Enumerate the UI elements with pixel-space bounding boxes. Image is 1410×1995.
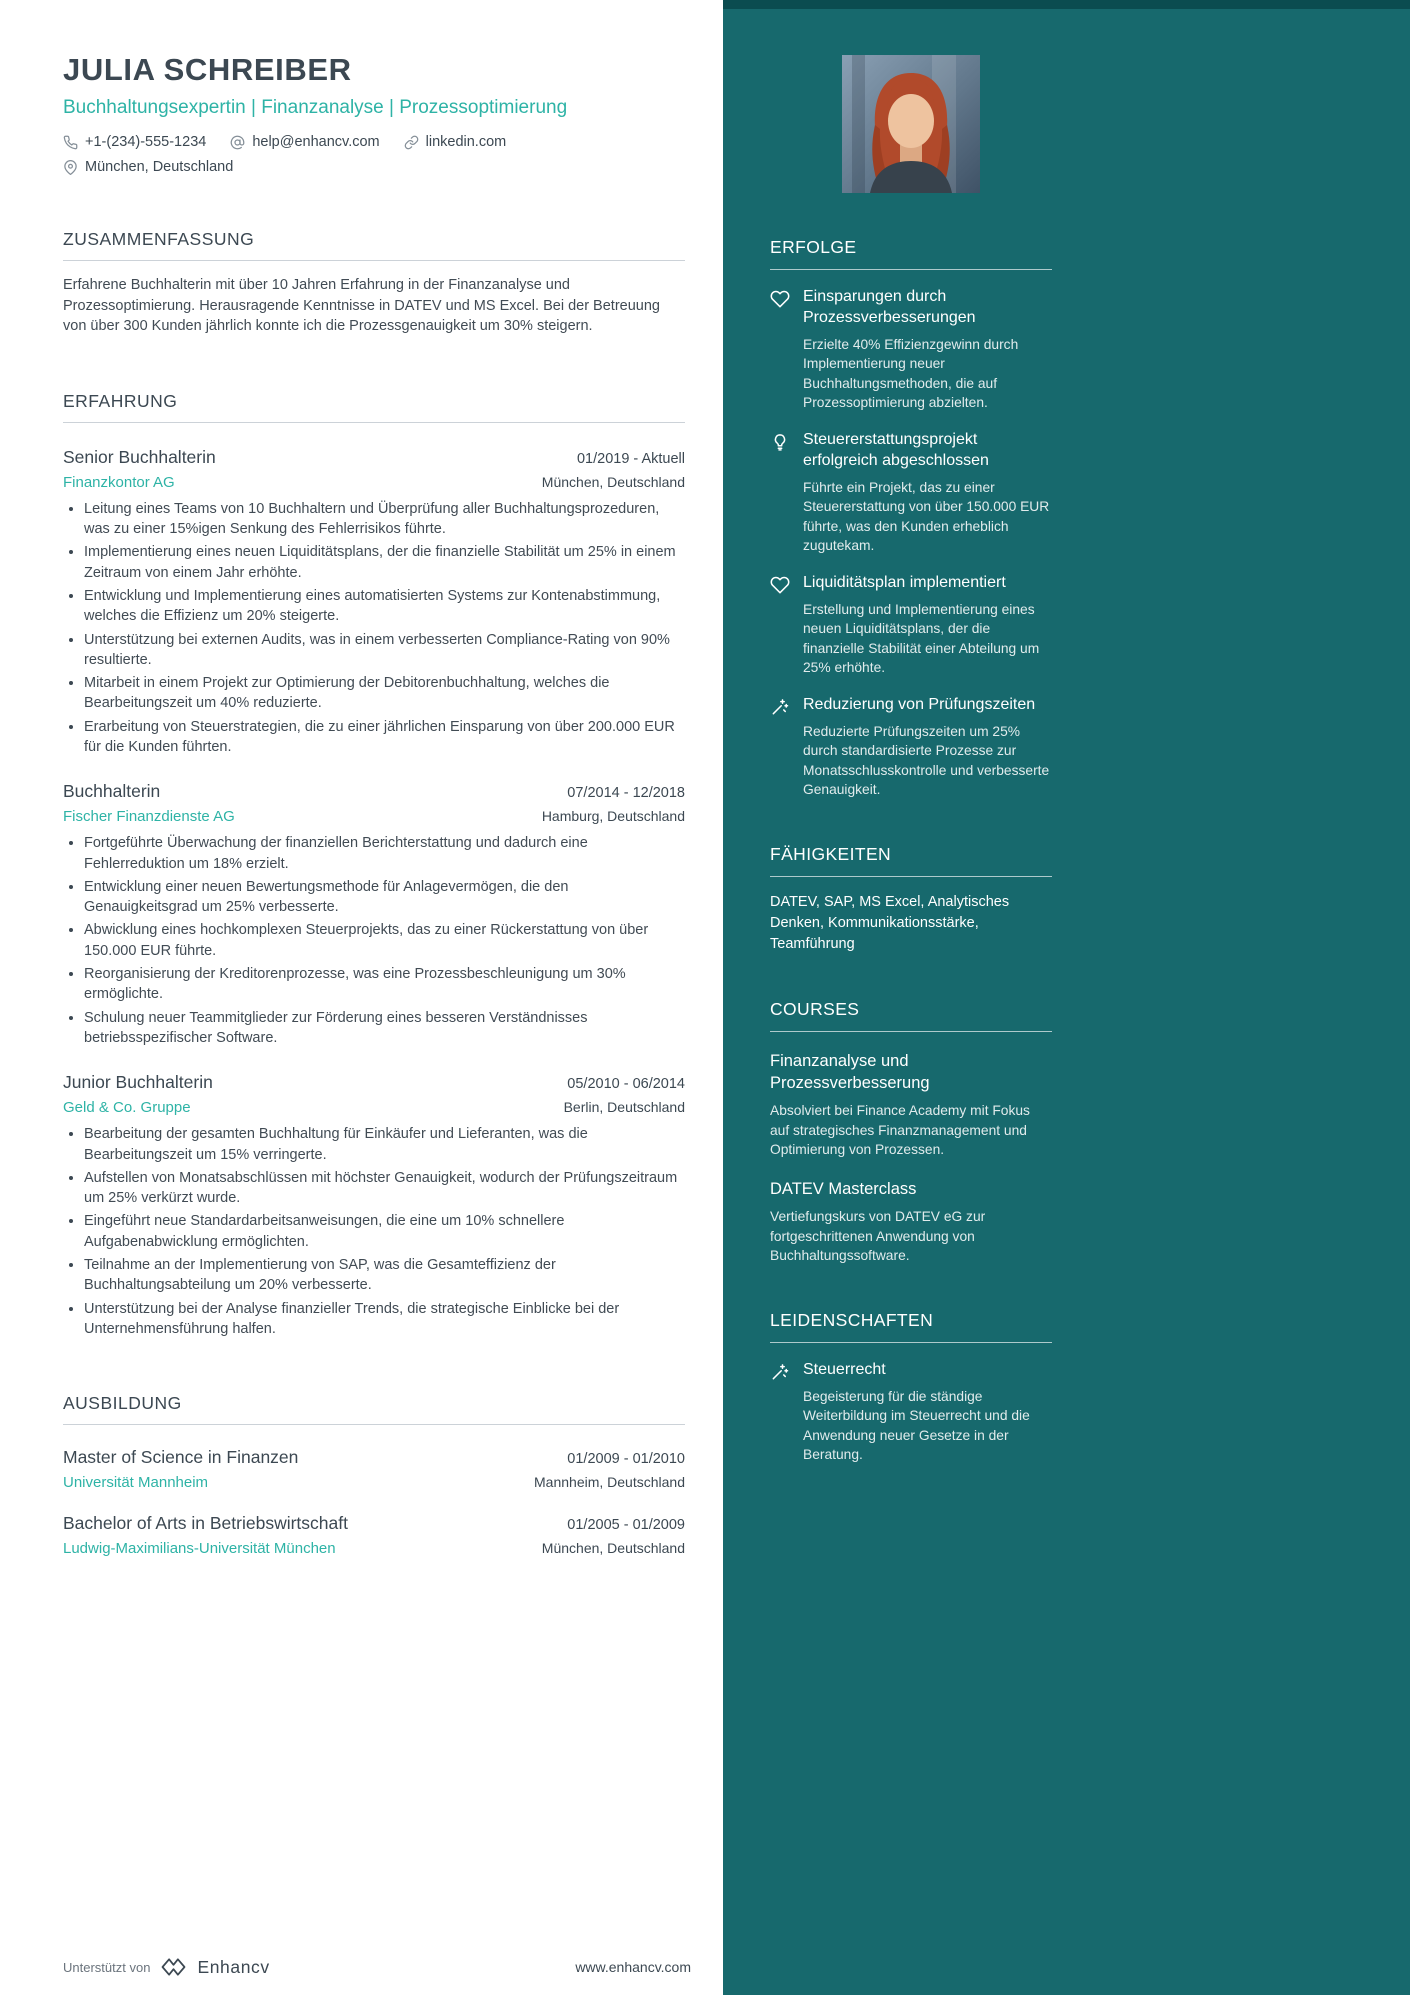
courses-heading: COURSES — [770, 999, 1052, 1032]
job-bullets — [63, 1124, 685, 1339]
wand-icon — [770, 1362, 790, 1382]
skills-heading: FÄHIGKEITEN — [770, 844, 1052, 877]
resume-header — [63, 52, 685, 175]
achievements-heading: ERFOLGE — [770, 237, 1052, 270]
job-dates: 05/2010 - 06/2014 — [567, 1076, 685, 1093]
page-footer — [63, 1956, 691, 1978]
experience-bullet: • Entwicklung einer neuen Bewertungsmethode für Anlagevermögen, die den Genauigkeitsgrad um 25% verbesserte. — [84, 877, 685, 918]
experience-bullet: • Mitarbeit in einem Projekt zur Optimierung der Debitorenbuchhaltung, welches die Bearbeitungszeit um 40% reduzierte. — [84, 673, 685, 714]
skills-text: DATEV, SAP, MS Excel, Analytisches Denken, Kommunikationsstärke, Teamführung — [770, 894, 1010, 953]
course-text: Absolviert bei Finance Academy mit Fokus auf strategisches Finanzmanagement und Optimierung von Prozessen. — [770, 1102, 1030, 1158]
enhancv-logo-icon — [160, 1956, 187, 1978]
bulb-icon — [770, 432, 790, 452]
experience-bullet: • Aufstellen von Monatsabschlüssen mit höchster Genauigkeit, wodurch der Prüfungszeitraum um 25% verkürzt wurde. — [84, 1168, 685, 1209]
summary-heading: ZUSAMMENFASSUNG — [63, 229, 255, 249]
school-name: Ludwig-Maximilians-Universität München — [63, 1540, 336, 1558]
passion-item — [770, 1360, 1052, 1465]
section-divider — [63, 422, 685, 423]
phone-text: +1-(234)-555-1234 — [85, 134, 207, 150]
job-dates: 07/2014 - 12/2018 — [567, 785, 685, 802]
experience-bullet: • Schulung neuer Teammitglieder zur Förderung eines besseren Verständnisses betriebsspezifischer Software. — [84, 1008, 685, 1049]
degree-title: Bachelor of Arts in Betriebswirtschaft — [63, 1513, 348, 1534]
passions-section — [770, 1310, 1052, 1465]
email-link[interactable] — [230, 134, 379, 150]
achievement-text: Führte ein Projekt, das zu einer Steuererstattung von über 150.000 EUR führte, was den Kunden erheblich zugutekam. — [803, 479, 1050, 554]
experience-entry — [63, 1072, 685, 1339]
experience-bullet: • Implementierung eines neuen Liquiditätsplans, der die finanzielle Stabilität um 25% in einem Zeitraum von einem Jahr erhöhte. — [84, 542, 685, 583]
person-headline: Buchhaltungsexpertin | Finanzanalyse | Prozessoptimierung — [63, 97, 568, 118]
experience-bullet: • Reorganisierung der Kreditorenprozesse, was eine Prozessbeschleunigung um 30% ermöglichte. — [84, 964, 685, 1005]
achievement-title: Einsparungen durch Prozessverbesserungen — [803, 288, 976, 326]
powered-by-label: Unterstützt von — [63, 1959, 151, 1975]
website-link[interactable]: www.enhancv.com — [575, 1959, 691, 1975]
course-title: DATEV Masterclass — [770, 1179, 917, 1198]
profile-photo-illustration — [842, 55, 980, 193]
achievement-item — [770, 573, 1052, 678]
achievement-item — [770, 287, 1052, 413]
company-name: Geld & Co. Gruppe — [63, 1099, 191, 1117]
job-bullets — [63, 499, 685, 758]
phone-link[interactable] — [63, 134, 206, 150]
sidebar-content — [770, 9, 1052, 1465]
section-divider — [63, 260, 685, 261]
summary-text: Erfahrene Buchhalterin mit über 10 Jahren Erfahrung in der Finanzanalyse und Prozessoptimierung. Herausragende Kenntnisse in DATEV und MS Excel. Bei der Betreuung von über 300 Kunden jährlich konnte ich die Prozessgenauigkeit um 30% steigern. — [63, 277, 660, 335]
location-item — [63, 159, 233, 175]
linkedin-text: linkedin.com — [425, 134, 507, 150]
linkedin-link[interactable] — [404, 134, 507, 150]
achievement-title: Steuererstattungsprojekt erfolgreich abgeschlossen — [803, 430, 989, 469]
achievement-text: Erstellung und Implementierung eines neuen Liquiditätsplans, der die finanzielle Stabilität einer Abteilung um 25% erhöhte. — [803, 601, 1040, 676]
experience-entry — [63, 781, 685, 1048]
achievement-text: Erzielte 40% Effizienzgewinn durch Implementierung neuer Buchhaltungsmethoden, die auf Prozessoptimierung abzielten. — [803, 336, 1019, 411]
profile-photo — [842, 55, 980, 193]
passions-heading: LEIDENSCHAFTEN — [770, 1310, 1052, 1343]
passion-title: Steuerrecht — [803, 1360, 886, 1378]
heart-icon — [770, 289, 790, 309]
course-item — [770, 1051, 1052, 1160]
course-title: Finanzanalyse und Prozessverbesserung — [770, 1052, 930, 1092]
course-text: Vertiefungskurs von DATEV eG zur fortgeschrittenen Anwendung von Buchhaltungssoftware. — [770, 1209, 986, 1264]
courses-section — [770, 999, 1052, 1266]
skills-section — [770, 844, 1052, 955]
experience-bullet: • Teilnahme an der Implementierung von SAP, was die Gesamteffizienz der Buchhaltungsabteilung um 20% verbesserte. — [84, 1255, 685, 1296]
main-column — [0, 0, 723, 1557]
map-pin-icon — [63, 160, 78, 175]
summary-section — [63, 229, 685, 337]
experience-bullet: • Abwicklung eines hochkomplexen Steuerprojekts, das zu einer Rückerstattung von über 150.000 EUR führte. — [84, 920, 685, 961]
section-divider — [63, 1424, 685, 1425]
experience-bullet: • Fortgeführte Überwachung der finanziellen Berichterstattung und dadurch eine Fehlerreduktion um 18% erzielt. — [84, 833, 685, 874]
achievement-item — [770, 695, 1052, 800]
job-location: Hamburg, Deutschland — [541, 808, 685, 825]
course-item — [770, 1179, 1052, 1266]
experience-bullet: • Erarbeitung von Steuerstrategien, die zu einer jährlichen Einsparung von über 200.000 EUR für die Kunden führten. — [84, 717, 685, 758]
experience-bullet: • Entwicklung und Implementierung eines automatisierten Systems zur Kontenabstimmung, welches die Effizienz um 20% steigerte. — [84, 586, 685, 627]
achievement-text: Reduzierte Prüfungszeiten um 25% durch standardisierte Prozesse zur Monatsschlusskontrolle und verbesserte Genauigkeit. — [803, 723, 1050, 798]
experience-heading: ERFAHRUNG — [63, 390, 178, 411]
job-title: Senior Buchhalterin — [63, 446, 216, 467]
job-title: Junior Buchhalterin — [63, 1072, 213, 1093]
phone-icon — [63, 135, 78, 150]
experience-section — [63, 391, 685, 1340]
achievement-item — [770, 430, 1052, 556]
experience-bullet: • Eingeführt neue Standardarbeitsanweisungen, die eine um 10% schnellere Aufgabenabwicklung ermöglichten. — [84, 1211, 685, 1252]
heart-icon — [770, 575, 790, 595]
education-entry — [63, 1447, 685, 1491]
school-location: München, Deutschland — [541, 1540, 685, 1557]
school-location: Mannheim, Deutschland — [534, 1474, 685, 1491]
sidebar — [723, 0, 1410, 1995]
passion-text: Begeisterung für die ständige Weiterbildung im Steuerrecht und die Anwendung neuer Gesetze in der Beratung. — [803, 1388, 1030, 1463]
job-dates: 01/2019 - Aktuell — [576, 450, 685, 467]
location-text: München, Deutschland — [85, 159, 234, 175]
achievement-title: Liquiditätsplan implementiert — [803, 573, 1006, 591]
job-location: Berlin, Deutschland — [563, 1099, 685, 1116]
job-bullets — [63, 833, 685, 1048]
experience-bullet: • Leitung eines Teams von 10 Buchhaltern und Überprüfung aller Buchhaltungsprozeduren, was zu einer 15%igen Senkung des Fehlerrisikos führte. — [84, 499, 685, 540]
achievements-section — [770, 237, 1052, 800]
degree-title: Master of Science in Finanzen — [63, 1447, 299, 1468]
at-sign-icon — [230, 135, 245, 150]
enhancv-brand-name: Enhancv — [197, 1956, 270, 1977]
experience-entry — [63, 447, 685, 758]
education-entry — [63, 1513, 685, 1557]
achievement-title: Reduzierung von Prüfungszeiten — [803, 695, 1036, 713]
person-name: JULIA SCHREIBER — [63, 52, 352, 87]
job-title: Buchhalterin — [63, 781, 161, 802]
company-name: Fischer Finanzdienste AG — [63, 808, 235, 826]
powered-by-block — [63, 1956, 270, 1978]
link-icon — [404, 135, 419, 150]
education-section — [63, 1393, 685, 1557]
contact-row — [63, 134, 685, 150]
education-dates: 01/2009 - 01/2010 — [567, 1451, 685, 1468]
experience-bullet: • Unterstützung bei der Analyse finanzieller Trends, die strategische Einblicke bei der Unternehmensführung halfen. — [84, 1299, 685, 1340]
job-location: München, Deutschland — [541, 473, 685, 490]
contact-row — [63, 159, 685, 175]
experience-bullet: • Bearbeitung der gesamten Buchhaltung für Einkäufer und Lieferanten, was die Bearbeitungszeit um 15% verringerte. — [84, 1124, 685, 1165]
sidebar-top-strip — [723, 0, 1410, 9]
education-dates: 01/2005 - 01/2009 — [567, 1517, 685, 1534]
wand-icon — [770, 697, 790, 717]
school-name: Universität Mannheim — [63, 1474, 209, 1492]
experience-bullet: • Unterstützung bei externen Audits, was in einem verbesserten Compliance-Rating von 90% resultierte. — [84, 630, 685, 671]
education-heading: AUSBILDUNG — [63, 1393, 182, 1414]
company-name: Finanzkontor AG — [63, 473, 175, 491]
email-text: help@enhancv.com — [252, 134, 380, 150]
